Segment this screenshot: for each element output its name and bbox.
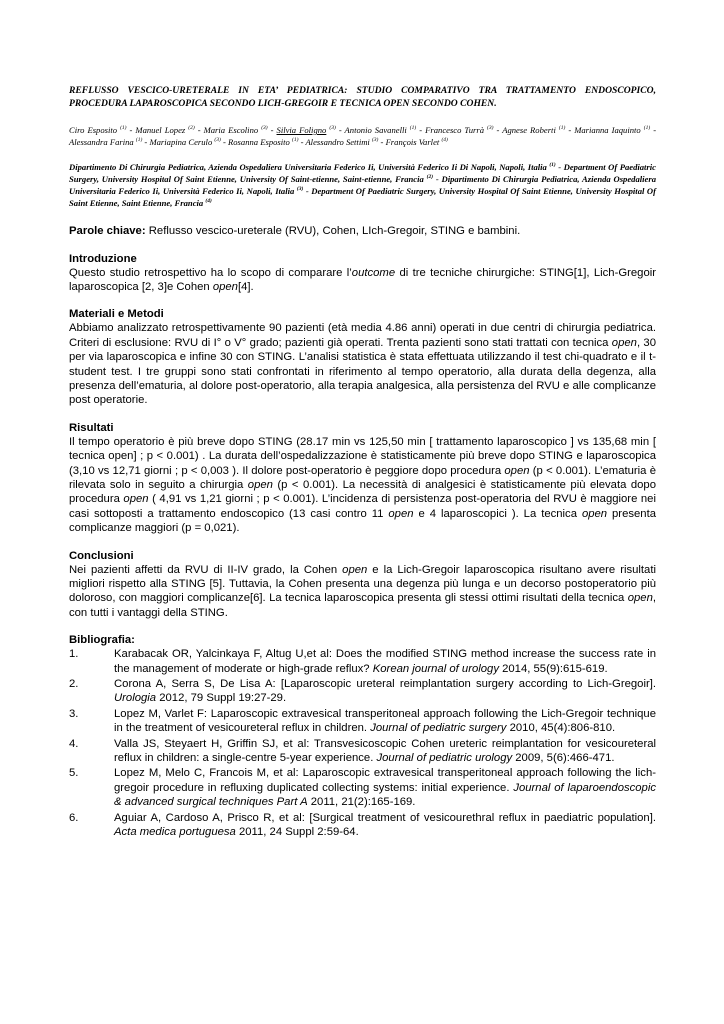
- affiliation-mark: (1): [549, 162, 556, 169]
- section-heading: Risultati: [69, 421, 114, 434]
- author-name: Mariapina Cerulo: [149, 136, 213, 147]
- emphasis-text: outcome: [351, 266, 396, 279]
- section-heading: Introduzione: [69, 252, 137, 265]
- affiliation-mark: (4): [205, 198, 212, 205]
- reference-details: 2009, 5(6):466-471.: [512, 752, 615, 765]
- emphasis-text: open: [388, 507, 414, 520]
- author-affiliation-mark: (3): [329, 125, 336, 132]
- reference-details: 2012, 79 Suppl 19:27-29.: [156, 692, 287, 705]
- reference-number: 1.: [69, 648, 79, 661]
- author-name: Antonio Savanelli: [344, 125, 407, 135]
- text-run: ( 4,91 vs 1,21 giorni ; p < 0.001). L’incidenza di persistenza post-operatoria del RVU è maggiore nei casi sottoposti a trattamento endoscopico (13 casi contro 11: [69, 493, 656, 520]
- reference-item: [69, 766, 656, 809]
- keywords: [69, 224, 656, 239]
- reference-number: 3.: [69, 707, 79, 720]
- section-body: [69, 563, 656, 621]
- affiliation: Dipartimento Di Chirurgia Pediatrica, Azienda Ospedaliera Universitaria Federico Ii, Università Federico Ii, Napoli, Italia: [69, 174, 656, 196]
- section-body: [69, 266, 656, 295]
- text-run: e 4 laparoscopici ). La tecnica: [413, 507, 582, 520]
- emphasis-text: open: [212, 280, 238, 293]
- author-affiliation-mark: (1): [135, 136, 143, 143]
- text-run: (p < 0.001). L’ematuria è rilevata solo in seguito a chirurgia: [69, 464, 656, 491]
- journal-name: Journal of pediatric surgery: [370, 722, 507, 735]
- emphasis-text: open: [342, 563, 368, 576]
- author-affiliation-mark: (3): [371, 136, 379, 143]
- reference-item: [69, 707, 656, 736]
- text-run: di tre tecniche chirurgiche: STING[1], Lich-Gregoir laparoscopica [2, 3]e Cohen: [69, 266, 656, 293]
- reference-details: 2014, 55(9):615-619.: [498, 662, 608, 675]
- author-affiliation-mark: (1): [643, 125, 651, 132]
- author-list: Ciro Esposito $^{(1)}$ - Manuel Lopez $^{(2)}$ - Maria Escolino $^{(3)}$ - Silvia Foligno $^{(3)}$ - Antonio Savanelli $^{(1)}$ - Francesco Turrà $^{(3)}$ - Agnese Roberti $^{(1)}$ - Marianna Iaquinto $^{(1)}$ - Alessandra Farina $^{(1)}$ - Mariapina Cerulo $^{(3)}$ - Rosanna Esposito $^{(1)}$ - Alessandro Settimi $^{(3)}$ - François Varlet $^{(4)}$: [69, 125, 657, 147]
- reference-details: 2010, 45(4):806-810.: [506, 722, 616, 735]
- emphasis-text: open: [247, 478, 273, 491]
- author-name: Ciro Esposito: [69, 125, 118, 135]
- section-heading: Conclusioni: [69, 549, 134, 562]
- emphasis-text: open: [123, 493, 149, 506]
- text-run: Questo studio retrospettivo ha lo scopo di comparare l’: [69, 266, 352, 279]
- journal-name: Acta medica portuguesa: [114, 826, 236, 839]
- affiliation-mark: (2): [426, 174, 434, 181]
- section-heading: Bibliografia:: [69, 634, 135, 647]
- journal-name: Korean journal of urology: [372, 662, 499, 675]
- reference-number: 4.: [69, 737, 79, 750]
- section-heading: Materiali e Metodi: [69, 308, 164, 321]
- reference-item: [69, 677, 656, 706]
- author-affiliation-mark: (1): [292, 136, 299, 143]
- emphasis-text: open: [504, 464, 530, 477]
- reference-text: Lopez M, Varlet F: Laparoscopic extravesical transperitoneal approach following the Lich-Gregoir technique in the treatment of vesicoureteral reflux in children.: [114, 707, 656, 735]
- affiliation-mark: (3): [296, 186, 304, 193]
- reference-text: Karabacak OR, Yalcinkaya F, Altug U,et al: Does the modified STING method increase the success rate in the management of moderate or high-grade reflux?: [114, 648, 656, 675]
- section-bibliografia: [69, 633, 656, 839]
- keywords-label: Parole chiave:: [69, 225, 146, 237]
- author-affiliation-mark: (1): [558, 125, 566, 132]
- text-run: e la Lich-Gregoir laparoscopica risultano avere risultati migliori rispetto alla STING [5]. Tuttavia, la Cohen presenta una degenza più lunga e un decorso postoperatorio più doloroso, con maggiori complicanze[6]. La tecnica laparoscopica presenta gli stessi ottimi risultati della tecnica: [69, 563, 656, 605]
- section-materiali-metodi: [69, 307, 656, 407]
- section-introduzione: [69, 252, 656, 295]
- reference-number: 5.: [69, 767, 79, 780]
- text-run: Abbiamo analizzato retrospettivamente 90 pazienti (età media 4.86 anni) operati in due centri di chirurgia pediatrica. Criteri di esclusione: RVU di I° o V° grado; pazienti già operati. Trenta pazienti sono stati trattati con tecnica: [69, 322, 656, 349]
- reference-number: 6.: [69, 811, 79, 824]
- text-run: presenta complicanze maggiori (p = 0,021).: [69, 507, 656, 535]
- section-conclusioni: [69, 549, 656, 621]
- reference-item: [69, 811, 656, 840]
- reference-text: Lopez M, Melo C, Francois M, et al: Laparoscopic extravesical transperitoneal approach following the lich-gregoir procedure in refluxing duplicated collecting systems: initial experience.: [114, 767, 656, 794]
- section-body: [69, 435, 656, 536]
- reference-text: Valla JS, Steyaert H, Griffin SJ, et al: Transvesicoscopic Cohen ureteric reimplantation for vesicoureteral reflux in children: a single-centre 5-year experience.: [114, 737, 656, 765]
- reference-details: 2011, 21(2):165-169.: [307, 796, 416, 809]
- text-run: [4].: [237, 280, 254, 293]
- presenting-author-name: Silvia Foligno: [276, 125, 327, 135]
- affiliation: Department Of Paediatric Surgery, University Hospital Of Saint Etienne, University Hospital Of Saint Etienne, Saint Etienne, Francia: [69, 186, 656, 208]
- author-name: Marianna Iaquinto: [574, 125, 641, 135]
- text-run: (p < 0.001). La necessità di analgesici è statisticamente più elevata dopo procedura: [69, 478, 656, 506]
- author-affiliation-mark: (3): [214, 136, 221, 143]
- emphasis-text: open: [581, 507, 608, 520]
- reference-item: [69, 737, 656, 766]
- reference-text: Corona A, Serra S, De Lisa A: [Laparoscopic ureteral reimplantation surgery according to Lich-Gregoir].: [114, 678, 656, 691]
- text-run: Il tempo operatorio è più breve dopo STING (28.17 min vs 125,50 min [ trattamento laparoscopico ] vs 135,68 min [ tecnica open] ; p < 0.001) . La durata dell’ospedalizzazione è statisticamente più breve dopo STING e laparoscopica (3,10 vs 12,71 giorni ; p < 0,003 ). Il dolore post-operatorio è peggiore dopo procedura: [69, 435, 656, 477]
- reference-number: 2.: [69, 678, 79, 691]
- author-affiliation-mark: (4): [441, 136, 448, 143]
- reference-list: [69, 647, 656, 839]
- text-run: , 30 per via laparoscopica e infine 30 con STING. L’analisi statistica è stata effettuata utilizzando il test chi-quadrato e il t-student test. I tre gruppi sono stati confrontati in riferimento al tempo operatorio, alla durata della degenza, alla presenza dell’ematuria, al dolore post-operatorio, alla terapia analgesica, alla persistenza del RVU e alle complicanze post operatorie.: [69, 336, 656, 407]
- section-risultati: [69, 421, 656, 536]
- author-affiliation-mark: (3): [261, 125, 268, 132]
- author-name: Manuel Lopez: [135, 125, 186, 135]
- author-name: Alessandro Settimi: [305, 136, 370, 147]
- author-affiliation-mark: (1): [409, 125, 417, 132]
- author-name: Maria Escolino: [203, 125, 259, 135]
- keywords-text: Reflusso vescico-ureterale (RVU), Cohen, LIch-Gregoir, STING e bambini.: [145, 225, 521, 237]
- journal-name: Urologia: [114, 692, 157, 705]
- paper-title: REFLUSSO VESCICO-URETERALE IN ETA’ PEDIATRICA: STUDIO COMPARATIVO TRA TRATTAMENTO ENDOSCOPICO, PROCEDURA LAPAROSCOPICA SECONDO LICH-GREGOIR E TECNICA OPEN SECONDO COHEN.: [69, 85, 656, 109]
- text-run: , con tutti i vantaggi della STING.: [69, 592, 656, 619]
- affiliation-list: Dipartimento Di Chirurgia Pediatrica, Azienda Ospedaliera Universitaria Federico Ii, Università Federico Ii Di Napoli, Napoli, Italia $^{(1)}$ - Department Of Paediatric Surgery, University Hospital Of Saint Etienne, University Of Saint-etienne, Saint-etienne, Francia $^{(2)}$ - Dipartimento Di Chirurgia Pediatrica, Azienda Ospedaliera Universitaria Federico Ii, Università Federico Ii, Napoli, Italia $^{(3)}$ - Department Of Paediatric Surgery, University Hospital Of Saint Etienne, University Hospital Of Saint Etienne, Saint Etienne, Francia $^{(4)}$: [69, 162, 656, 208]
- author-name: Agnese Roberti: [502, 125, 556, 135]
- author-name: François Varlet: [385, 136, 440, 147]
- author-affiliation-mark: (2): [188, 125, 195, 132]
- author-name: Rosanna Esposito: [228, 136, 290, 147]
- affiliation: Dipartimento Di Chirurgia Pediatrica, Azienda Ospedaliera Universitaria Federico Ii, Università Federico Ii Di Napoli, Napoli, Italia: [69, 162, 547, 172]
- author-affiliation-mark: (3): [487, 125, 494, 132]
- author-affiliation-mark: (1): [120, 125, 127, 132]
- section-body: [69, 321, 656, 407]
- affiliation: Department Of Paediatric Surgery, University Hospital Of Saint Etienne, University Of Saint-etienne, Saint-etienne, Francia: [69, 162, 656, 184]
- text-run: Nei pazienti affetti da RVU di II-IV grado, la Cohen: [69, 563, 343, 576]
- emphasis-text: open: [627, 592, 653, 605]
- reference-item: [69, 647, 656, 676]
- author-name: Francesco Turrà: [425, 125, 485, 135]
- journal-name: Journal of laparoendoscopic & advanced surgical techniques Part A: [114, 781, 656, 809]
- reference-details: 2011, 24 Suppl 2:59-64.: [235, 826, 359, 839]
- emphasis-text: open: [611, 336, 637, 349]
- document-page: [69, 84, 656, 841]
- reference-text: Aguiar A, Cardoso A, Prisco R, et al: [Surgical treatment of vesicourethral reflux in paediatric population].: [114, 811, 656, 824]
- author-name: Alessandra Farina: [69, 136, 134, 147]
- journal-name: Journal of pediatric urology: [376, 752, 513, 765]
